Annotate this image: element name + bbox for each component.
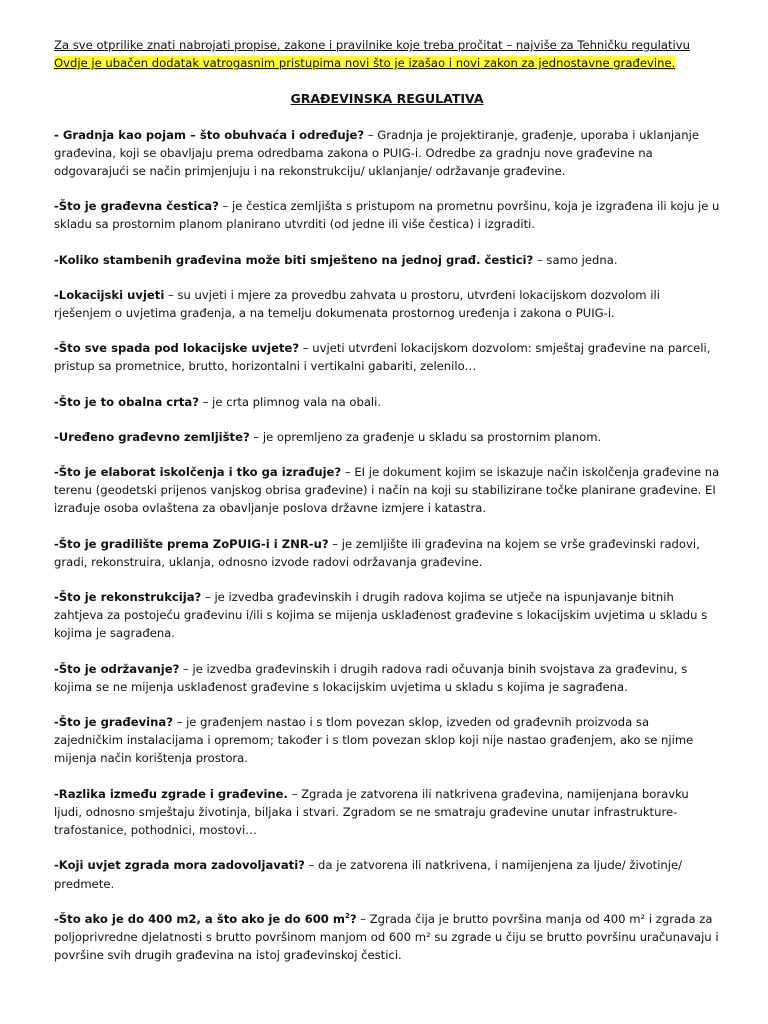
qa-list [54, 126, 720, 965]
answer: – Zgrada čija je brutto površina manja od 400 m² i zgrada za poljoprivredne djelatnosti s brutto površinom manjom od 600 m² su zgrade u čiju se brutto površinu uračunavaju i površine svih drugih građevina na istoj građevinskoj čestici. [54, 911, 719, 963]
answer: – je izvedba građevinskih i drugih radova kojima se utječe na ispunjavanje bitnih zahtjeva za postojeću građevinu i/ili s kojima se mijenja usklađenost građevine s lokacijskim uvjetima u skladu s kojima je sagrađena. [54, 590, 708, 641]
question: -Razlika između zgrade i građevine. [54, 786, 288, 801]
qa-paragraph [54, 463, 720, 518]
answer: – EI je dokument kojim se iskazuje način iskolčenja građevine na terenu (geodetski prijenos vanjskog obrisa građevine) i način na koji su stabilizirane točke planirane građevine. EI izrađuje osoba ovlaštena za obavljanje poslova državne izmjere i katastra. [54, 465, 720, 516]
answer: – Zgrada je zatvorena ili natkrivena građevina, namijenjana boravku ljudi, odnosno smještaju životinja, biljaka i stvari. Zgradom se ne smatraju građevine unutar infrastrukture- trafostanice, pothodnici, mostovi… [54, 786, 689, 838]
answer: – Gradnja je projektiranje, građenje, uporaba i uklanjanje građevina, koji se obavljaju prema odredbama zakona o PUIG-i. Odredbe za gradnju nove građevine na odgovarajući se način primjenjuju i na rekonstrukciju/ uklanjanje/ održavanje građevine. [54, 127, 699, 179]
question: -Što je rekonstrukcija? [54, 590, 202, 605]
answer: – da je zatvorena ili natkrivena, i namijenjena za ljude/ životinje/ predmete. [54, 858, 683, 891]
question: -Što ako je do 400 m2, a što ako je do 600 $m^2$? [54, 911, 357, 926]
qa-paragraph [54, 660, 720, 696]
question: -Koji uvjet zgrada mora zadovoljavati? [54, 858, 305, 873]
qa-paragraph [54, 126, 720, 181]
qa-paragraph [54, 251, 720, 269]
question: -Koliko stambenih građevina može biti smješteno na jednoj građ. čestici? [54, 252, 534, 267]
question: -Lokacijski uvjeti [54, 287, 165, 302]
intro-highlighted-note: Ovdje je ubačen dodatak vatrogasnim pristupima novi što je izašao i novi zakon za jednostavne građevine. [54, 56, 676, 71]
qa-paragraph [54, 197, 720, 233]
question: -Uređeno građevno zemljište? [54, 429, 250, 444]
answer: – samo jedna. [533, 252, 618, 267]
question: -Što je elaborat iskolčenja i tko ga izrađuje? [54, 465, 342, 480]
question: - Gradnja kao pojam – što obuhvaća i određuje? [54, 127, 365, 142]
question: -Što je gradilište prema ZoPUIG-i i ZNR-u? [54, 536, 329, 551]
intro-note: Za sve otprilike znati nabrojati propise, zakone i pravilnike koje treba pročitat – najviše za Tehničku regulativu [54, 38, 690, 52]
answer: – je izvedba građevinskih i drugih radova radi očuvanja binih svojstava za građevinu, s kojima se ne mijenja usklađenost građevine s lokacijskim uvjetima u skladu s kojima je sagrađena. [54, 661, 688, 694]
answer: – je čestica zemljišta s pristupom na prometnu površinu, koja je izgrađena ili koju je u skladu sa prostornim planom planirano utvrditi (od jedne ili više čestica) i izgraditi. [54, 199, 720, 232]
qa-paragraph [54, 785, 720, 840]
qa-paragraph [54, 535, 720, 571]
qa-paragraph [54, 713, 720, 768]
answer: – je opremljeno za građenje u skladu sa prostornim planom. [249, 429, 602, 444]
question: -Što je to obalna crta? [54, 394, 199, 409]
answer: – je crta plimnog vala na obali. [198, 394, 382, 409]
page-title: GRAĐEVINSKA REGULATIVA [290, 91, 484, 107]
qa-paragraph [54, 910, 720, 965]
question: -Što je građevina? [54, 715, 173, 730]
question: -Što je održavanje? [54, 661, 180, 676]
qa-paragraph [54, 856, 720, 892]
question: -Što je građevna čestica? [54, 199, 219, 214]
answer: – je zemljište ili građevina na kojem se vrše građevinski radovi, gradi, rekonstruira, uklanja, odnosno izvode radovi održavanja građevine. [54, 536, 700, 569]
qa-paragraph [54, 393, 720, 411]
answer: – su uvjeti i mjere za provedbu zahvata u prostoru, utvrđeni lokacijskom dozvolom ili rješenjem o uvjetima građenja, a na temelju dokumenata prostornog uređenja i zakona o PUIG-i. [54, 287, 660, 321]
answer: – uvjeti utvrđeni lokacijskom dozvolom: smještaj građevine na parceli, pristup sa prometnice, brutto, horizontalni i vertikalni gabariti, zelenilo… [54, 341, 711, 374]
qa-paragraph [54, 588, 720, 643]
qa-paragraph [54, 286, 720, 322]
qa-paragraph [54, 428, 720, 446]
answer: – je građenjem nastao i s tlom povezan sklop, izveden od građevnih proizvoda sa zajedničkim instalacijama i opremom; također i s tlom povezan sklop koji nije nastao građenjem, ako se njime mijenja način korištenja prostora. [54, 715, 694, 766]
qa-paragraph [54, 339, 720, 375]
question: -Što sve spada pod lokacijske uvjete? [54, 341, 300, 356]
